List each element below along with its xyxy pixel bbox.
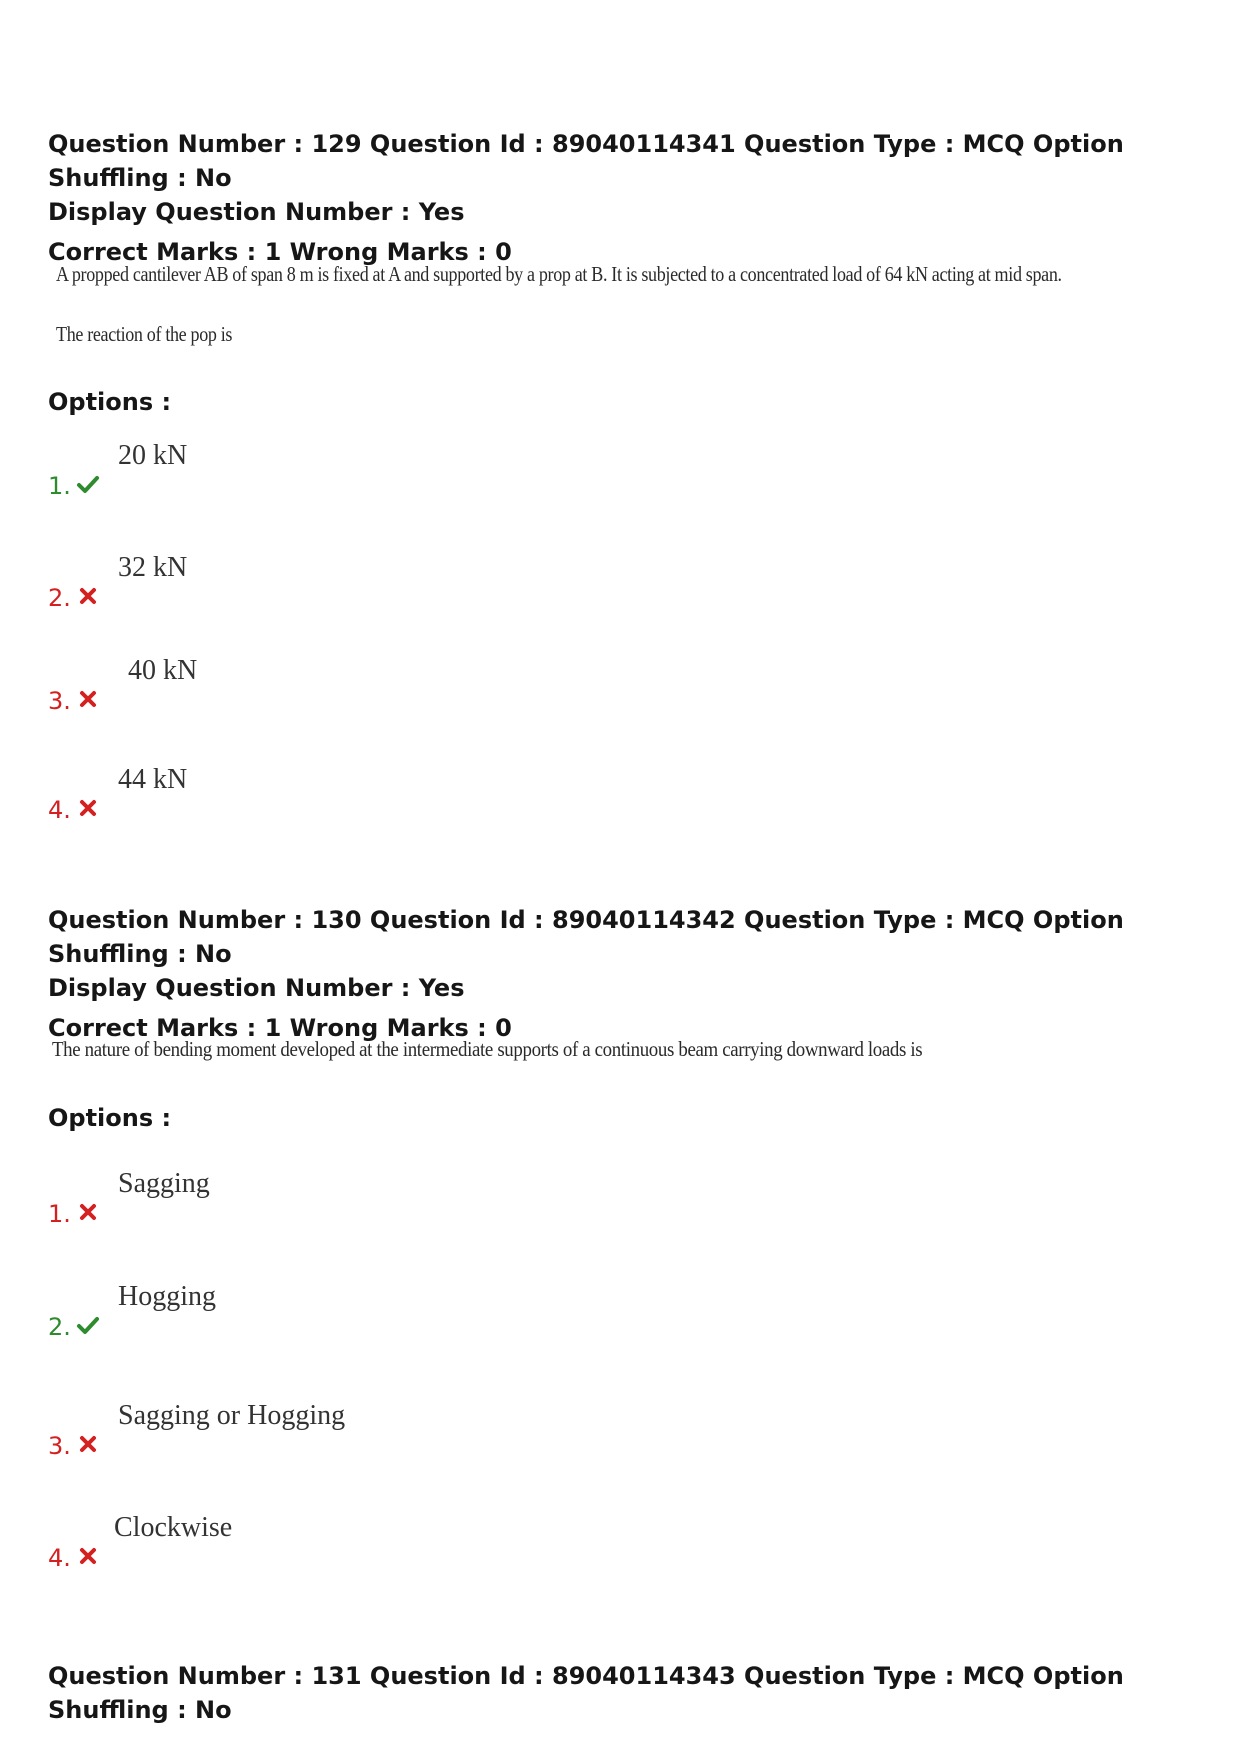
question-meta-line: Question Number : 131 Question Id : 89040114343 Question Type : MCQ Option Shuffling : No <box>48 1662 1124 1724</box>
option-text: Sagging <box>118 1168 210 1199</box>
option-3[interactable] <box>48 1400 648 1460</box>
cross-icon <box>76 584 100 608</box>
options-label: Options : <box>48 388 172 416</box>
option-number: 3. <box>48 1432 71 1460</box>
option-text: 32 kN <box>118 552 188 583</box>
option-3[interactable] <box>48 655 648 715</box>
display-question-number: Display Question Number : Yes <box>48 198 465 226</box>
option-number: 1. <box>48 1200 71 1228</box>
question-meta-line: Question Number : 130 Question Id : 89040114342 Question Type : MCQ Option Shuffling : No <box>48 906 1124 968</box>
option-text: Clockwise <box>114 1512 233 1543</box>
check-icon <box>76 472 100 496</box>
option-text: Hogging <box>118 1281 216 1312</box>
question-header <box>48 903 1208 1045</box>
marks-line: Correct Marks : 1 Wrong Marks : 0 <box>48 238 512 266</box>
option-1[interactable] <box>48 1168 648 1228</box>
option-text: 40 kN <box>128 655 198 686</box>
option-2[interactable] <box>48 1281 648 1341</box>
option-text: Sagging or Hogging <box>118 1400 346 1431</box>
question-stem-line2: The reaction of the pop is <box>56 322 233 346</box>
marks-line: Correct Marks : 1 Wrong Marks : 0 <box>48 1014 512 1042</box>
check-icon <box>76 1313 100 1337</box>
option-4[interactable] <box>48 764 648 824</box>
option-number: 1. <box>48 472 71 500</box>
option-text: 20 kN <box>118 440 188 471</box>
options-label: Options : <box>48 1104 172 1132</box>
option-number: 4. <box>48 1544 71 1572</box>
option-2[interactable] <box>48 552 648 612</box>
question-meta-line: Question Number : 129 Question Id : 89040114341 Question Type : MCQ Option Shuffling : No <box>48 130 1124 192</box>
cross-icon <box>76 1432 100 1456</box>
option-number: 2. <box>48 584 71 612</box>
option-number: 4. <box>48 796 71 824</box>
option-1[interactable] <box>48 440 648 500</box>
display-question-number: Display Question Number : Yes <box>48 974 465 1002</box>
cross-icon <box>76 1544 100 1568</box>
question-header <box>48 127 1208 269</box>
option-text: 44 kN <box>118 764 188 795</box>
option-4[interactable] <box>48 1512 648 1572</box>
question-header <box>48 1659 1208 1727</box>
option-number: 2. <box>48 1313 71 1341</box>
cross-icon <box>76 1200 100 1224</box>
cross-icon <box>76 687 100 711</box>
cross-icon <box>76 796 100 820</box>
question-stem: A propped cantilever AB of span 8 m is fixed at A and supported by a prop at B. It is subjected to a concentrated load of 64 kN acting at mid span. <box>56 262 1062 286</box>
question-stem: The nature of bending moment developed at the intermediate supports of a continuous beam carrying downward loads is <box>52 1037 923 1061</box>
option-number: 3. <box>48 687 71 715</box>
